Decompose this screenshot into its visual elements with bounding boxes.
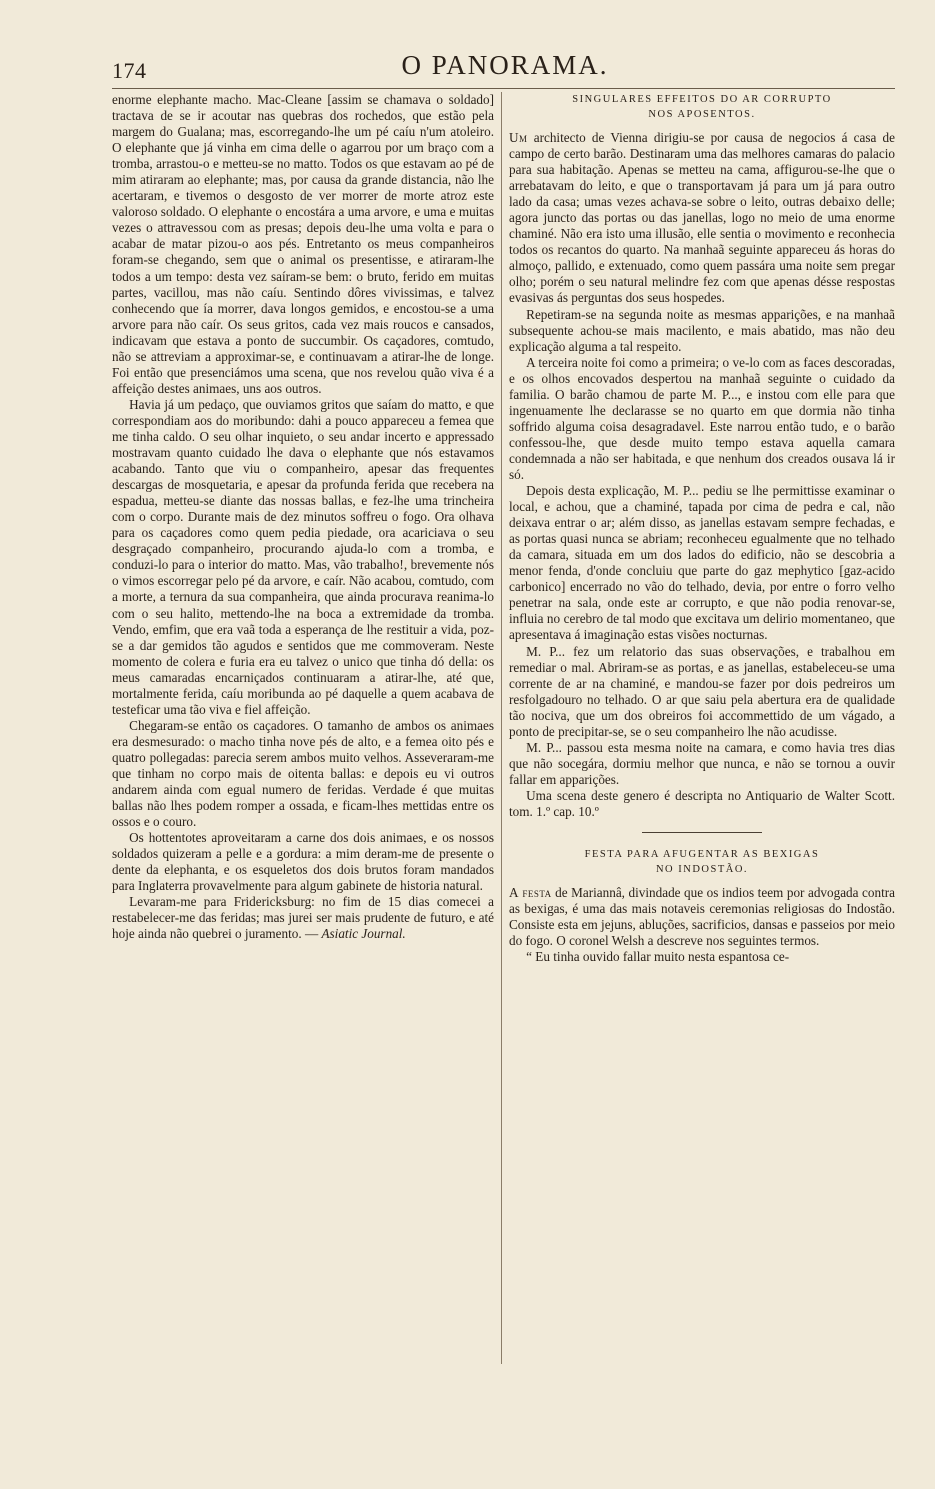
article2-title-line2: NO INDOSTÃO. bbox=[655, 864, 749, 876]
left-paragraph-4: Os hottentotes aproveitaram a carne dos dois animaes, e os nossos soldados quizeram a pelle e a gordura: a mim deram-me de presente o dente da elephanta, e os esqueletos dos dois brutos foram mandados para Inglaterra provavelmente para algum gabinete de historia natural. bbox=[112, 830, 494, 894]
article1-title-line1: SINGULARES EFFEITOS DO AR CORRUPTO bbox=[572, 94, 832, 105]
article1-title bbox=[509, 92, 895, 122]
article1-title-line2: NOS APOSENTOS. bbox=[648, 109, 756, 120]
article1-paragraph-4: Depois desta explicação, M. P... pediu se lhe permittisse examinar o local, e achou, que a chaminé, tapada por cima de pedra e cal, não deixava entrar o ar; além disso, as janellas estavam sempre fechadas, e as portas quasi nunca se abriam; reconheceu egualmente que no telhado da camara, situada em um dos lados do edificio, não se descobria a menor fenda, d'onde concluiu que parte do gaz mephytico [gaz-acido carbonico] encerrado no vão do telhado, devia, por entre o forro velho penetrar na sala, onde este ar corrupto, e que não podia renovar-se, influia no cerebro de tal modo que excitava um delirio momentaneo, que apresentava á imaginação estas visões nocturnas. bbox=[509, 483, 895, 643]
running-title: O PANORAMA. bbox=[401, 50, 609, 80]
source-citation: Asiatic Journal. bbox=[321, 926, 406, 942]
article1-opening-word: Um bbox=[509, 130, 528, 145]
right-column bbox=[509, 92, 895, 1382]
column-divider bbox=[501, 92, 502, 1364]
left-paragraph-5 bbox=[112, 894, 494, 942]
article1-paragraph-2: Repetiram-se na segunda noite as mesmas apparições, e na manhaã subsequente achou-se mais macilento, e mais abatido, mas não deu explicação alguma a tal respeito. bbox=[509, 306, 895, 354]
article2-paragraph-1-text: de Mariannâ, divindade que os indios teem por advogada contra as bexigas, é uma das mais notaveis ceremonias religiosas do Indostão. Consiste esta em jejuns, abluções, sacrificios, dansas e passeios por meio do fogo. O coronel Welsh a descreve nos seguintes termos. bbox=[509, 885, 895, 949]
article-separator bbox=[642, 832, 762, 833]
header-rule bbox=[112, 88, 895, 89]
article2-title bbox=[509, 847, 895, 877]
article2-paragraph-1 bbox=[509, 885, 895, 949]
article1-paragraph-3: A terceira noite foi como a primeira; o ve-lo com as faces descoradas, e os olhos encovados despertou na manhaã seguinte o cuidado da familia. O barão chamou de parte M. P..., e instou com elle para que ingenuamente lhe declarasse se no quarto em que dormia não tinha soffrido alguma coisa desagradavel. Este narrou então tudo, e o barão confessou-lhe, que desde muito tempo estava aquella camara condemnada a não ser habitada, e que nenhum dos creados ousava lá ir só. bbox=[509, 354, 895, 482]
article1-paragraph-1 bbox=[509, 130, 895, 307]
article1-paragraph-6: M. P... passou esta mesma noite na camara, e como havia tres dias que não socegára, dormiu melhor que nunca, e não se tornou a ouvir fallar em apparições. bbox=[509, 739, 895, 787]
article1-paragraph-7: Uma scena deste genero é descripta no Antiquario de Walter Scott. tom. 1.º cap. 10.º bbox=[509, 787, 895, 819]
article1-paragraph-1-text: architecto de Vienna dirigiu-se por causa de negocios á casa de campo de certo barão. Destinaram uma das melhores camaras do palacio para sua habitação. Apenas se metteu na cama, affigurou-se-lhe que o arrebatavam do leito, e que o transportavam já para um já para outro lado da casa; umas vezes achava-se sobre o leito, outras debaixo delle; agora juncto das portas ou das janellas, logo no meio de uma enorme chaminé. Não era isto uma illusão, elle sentia o movimento e reconhecia todos os recantos do quarto. Na manhaã seguinte appareceu ás horas do almoço, pallido, e extenuado, como quem passára uma noite sem pregar olho; porém o seu natural melindre fez com que apenas désse respostas evasivas ás perguntas dos seus hospedes. bbox=[509, 130, 895, 306]
left-column bbox=[112, 92, 494, 1382]
page-number: 174 bbox=[112, 58, 147, 83]
article2-opening-word: A festa bbox=[509, 885, 552, 901]
article2-paragraph-2: “ Eu tinha ouvido fallar muito nesta espantosa ce- bbox=[526, 949, 790, 965]
article1-paragraph-5: M. P... fez um relatorio das suas observações, e trabalhou em remediar o mal. Abriram-se as portas, e as janellas, estabeleceu-se uma corrente de ar na chaminé, e mandou-se fazer por dois pedreiros um resfolgadouro no telhado. O ar que saiu pela abertura era de qualidade tão nociva, que um dos obreiros foi accommettido de um vágado, a ponto de precipitar-se, se o seu companheiro lhe não acudisse. bbox=[509, 643, 895, 739]
left-paragraph-1: enorme elephante macho. Mac-Cleane [assim se chamava o soldado] tractava de se ir acoutar nas quebras dos rochedos, que estão pela margem do Gualana; mas, escorregando-lhe um pé caíu n'um atoleiro. O elephante que já vinha em cima delle o agarrou por um braço com a tromba, arrastou-o e metteu-se no matto. Todos os que estavam ao pé de mim atiraram ao elephante; mas, por causa da grande distancia, não lhe acertaram, e tivemos o desgosto de ver morrer de morte atroz este valoroso soldado. O elephante o encostára a uma arvore, e uma e muitas vezes o attravessou com as presas; depois deu-lhe uma volta e para o acabar de matar pizou-o aos pés. Entretanto os meus companheiros foram-se chegando, sem que o animal os presentisse, e atiraram-lhe todos a um tempo: desta vez saíram-se bem: o bruto, ferido em muitas partes, vacillou, mas não caíu. Sentindo dôres vivissimas, e talvez conhecendo que ía morrer, dava longos gemidos, e encostou-se a uma arvore para não caír. Os seus gritos, cada vez mais roucos e cansados, indicavam que estava a ponto de succumbir. Os caçadores, comtudo, não se attreviam a approximar-se, e continuavam a atirar-lhe de longe. Foi então que presenciámos uma scena, que nos revelou quão viva é a affeição destes animaes, uns aos outros. bbox=[112, 92, 494, 396]
article2-title-line1: FESTA PARA AFUGENTAR AS BEXIGAS bbox=[584, 849, 820, 861]
left-paragraph-2: Havia já um pedaço, que ouviamos gritos que saíam do matto, e que correspondiam aos do moribundo: dahi a pouco appareceu a femea que me tinha caldo. O seu olhar inquieto, o seu andar incerto e appressado mostravam quanto cuidado lhe dava o elephante que nós estavamos acabando. Tanto que viu o companheiro, apesar das frequentes descargas de mosquetaria, e apesar da profunda ferida que recebera na espadua, metteu-se diante das nossas ballas, e fez-lhe uma trincheira com o corpo. Durante mais de dez minutos soffreu o fogo. Ora olhava para os caçadores como quem pedia piedade, ora acariciava o seu desgraçado companheiro, procurando ajuda-lo com a tromba, e conduzi-lo para o interior do matto. Mas, vão trabalho!, brevemente nós o vimos escorregar pelo pé da arvore, e caír. Não acabou, comtudo, com a morte, a ternura da sua companheira, que ainda procurava reanima-lo com o seu halito, mettendo-lhe na boca a extremidade da tromba. Vendo, emfim, que era vaã toda a esperança de lhe restituir a vida, poz-se a dar gemidos tão agudos e sentidos que me commoveram. Neste momento de colera e furia era eu talvez o unico que tinha dó della: os meus camaradas encarniçados continuaram a atirar-lhe, até que, mortalmente ferida, caíu moribunda ao pé daquelle a quem acabava de testeficar uma tão viva e fiel affeição. bbox=[112, 396, 494, 717]
left-paragraph-3: Chegaram-se então os caçadores. O tamanho de ambos os animaes era desmesurado: o macho tinha nove pés de alto, e a femea oito pés e quatro pollegadas: parecia serem ambos muito velhos. Asseveraram-me que tinham no corpo mais de oitenta ballas: e depois eu vi outros andarem ainda com egual numero de feridas. Verdade é que muitas ballas não lhes podem romper a ossada, e ficam-lhes mettidas entre os ossos e o couro. bbox=[112, 717, 494, 830]
left-paragraph-5-text: Levaram-me para Fridericksburg: no fim de 15 dias comecei a restabelecer-me das feridas; mas jurei ser mais prudente de futuro, e até hoje ainda não quebrei o juramento. — bbox=[112, 894, 494, 942]
